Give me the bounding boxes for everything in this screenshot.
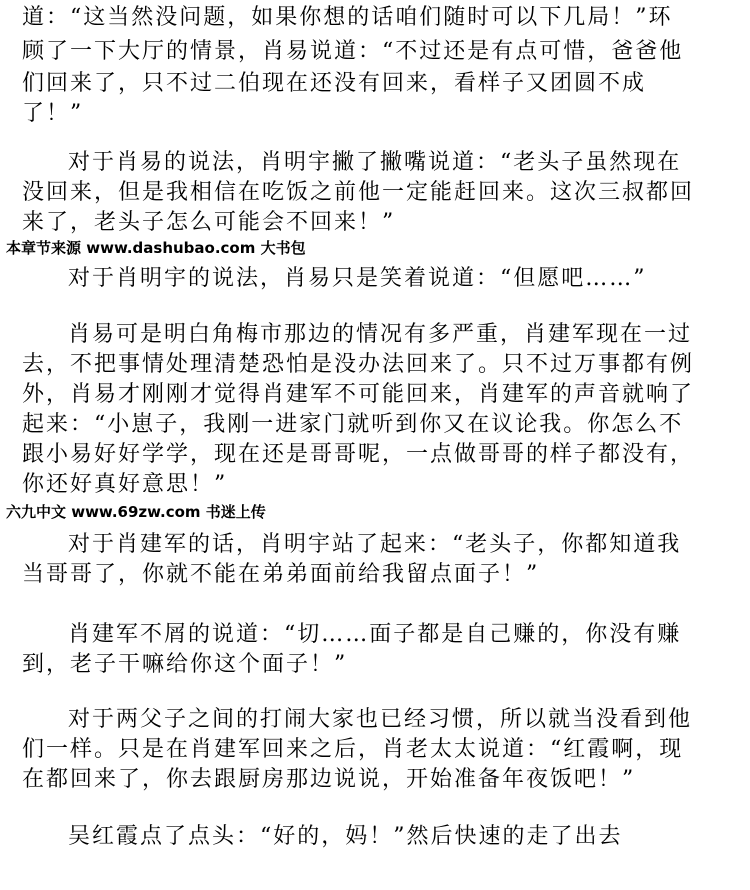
source-watermark: 六九中文 www.69zw.com 书迷上传 <box>6 503 266 521</box>
text-line: 道：“这当然没问题，如果你想的话咱们随时可以下几局！”环 <box>22 5 673 30</box>
text-line: 了！” <box>22 101 84 126</box>
text-line: 对于肖明宇的说法，肖易只是笑着说道：“但愿吧……” <box>68 266 647 291</box>
text-line: 顾了一下大厅的情景，肖易说道：“不过还是有点可惜，爸爸他 <box>22 39 684 64</box>
text-line: 到，老子干嘛给你这个面子！” <box>22 652 348 677</box>
text-line: 来了，老头子怎么可能会不回来！” <box>22 210 396 235</box>
text-line: 在都回来了，你去跟厨房那边说说，开始准备年夜饭吧！” <box>22 767 636 792</box>
source-watermark: 本章节来源 www.dashubao.com 大书包 <box>6 239 306 257</box>
text-line: 肖建军不屑的说道：“切……面子都是自己赚的，你没有赚 <box>68 622 682 647</box>
text-line: 起来：“小崽子，我刚一进家门就听到你又在议论我。你怎么不 <box>22 412 684 437</box>
text-line: 对于两父子之间的打闹大家也已经习惯，所以就当没看到他 <box>68 707 693 732</box>
text-line: 外，肖易才刚刚才觉得肖建军不可能回来，肖建军的声音就响了 <box>22 382 695 407</box>
text-line: 没回来，但是我相信在吃饭之前他一定能赶回来。这次三叔都回 <box>22 180 695 205</box>
text-line: 肖易可是明白角梅市那边的情况有多严重，肖建军现在一过 <box>68 322 693 347</box>
text-line: 们一样。只是在肖建军回来之后，肖老太太说道：“红霞啊，现 <box>22 737 684 762</box>
text-line: 去，不把事情处理清楚恐怕是没办法回来了。只不过万事都有例 <box>22 352 695 377</box>
text-line: 对于肖建军的话，肖明宇站了起来：“老头子，你都知道我 <box>68 532 682 557</box>
text-line: 你还好真好意思！” <box>22 472 228 497</box>
text-line: 跟小易好好学学，现在还是哥哥呢，一点做哥哥的样子都没有， <box>22 442 695 467</box>
text-line: 们回来了，只不过二伯现在还没有回来，看样子又团圆不成 <box>22 71 647 96</box>
text-line: 当哥哥了，你就不能在弟弟面前给我留点面子！” <box>22 562 540 587</box>
text-line: 对于肖易的说法，肖明宇撇了撇嘴说道：“老头子虽然现在 <box>68 150 682 175</box>
text-line: 吴红霞点了点头：“好的，妈！”然后快速的走了出去 <box>68 824 623 849</box>
